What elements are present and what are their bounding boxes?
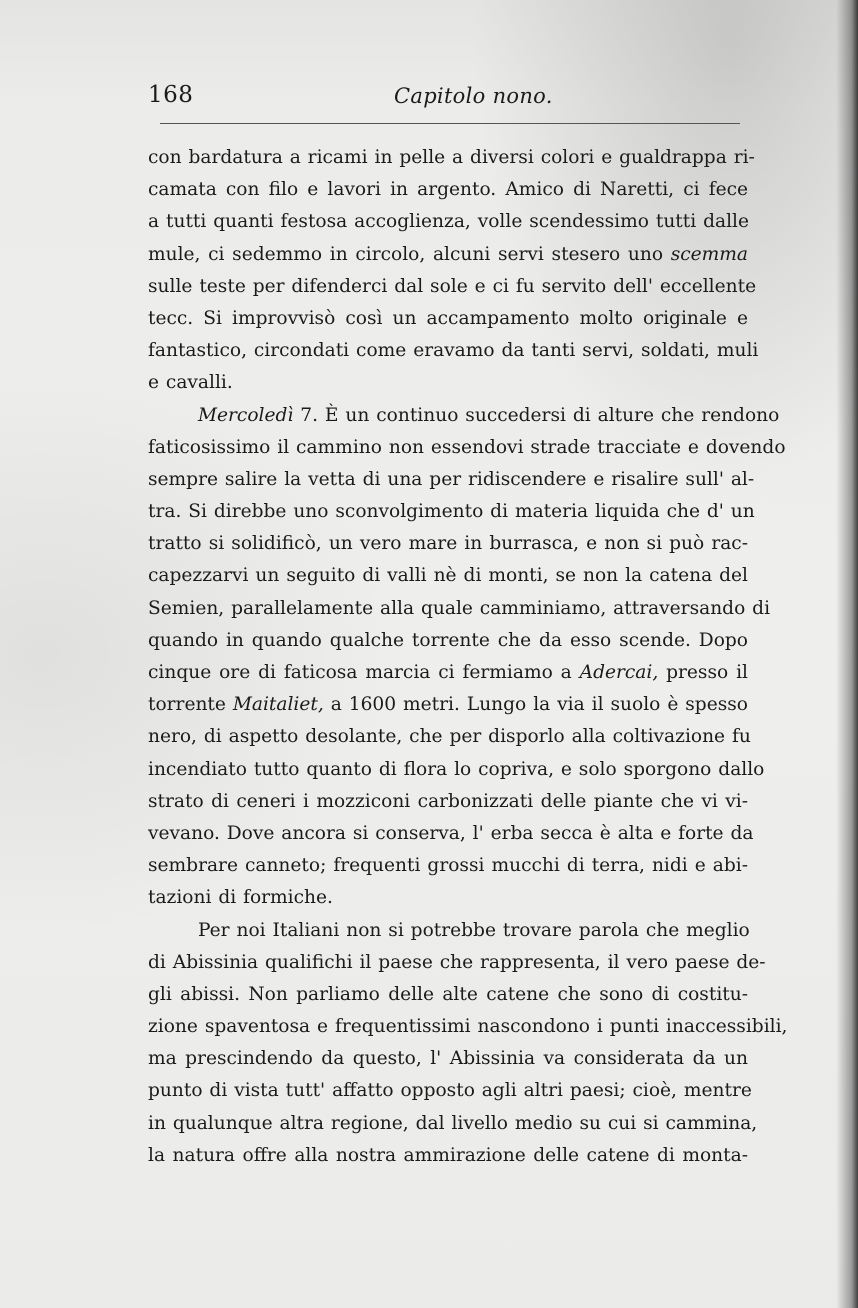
text-line: tazioni di formiche. <box>148 887 333 909</box>
text-line: tecc. Si improvvisò così un accampamento molto originale e <box>148 307 748 329</box>
text-line: faticosissimo il cammino non essendovi strade tracciate e dovendo <box>148 436 786 458</box>
text-line <box>148 239 748 271</box>
text-line: camata con filo e lavori in argento. Amico di Naretti, ci fece <box>148 179 748 201</box>
text-line: la natura offre alla nostra ammirazione delle catene di monta- <box>148 1144 748 1166</box>
text-line: punto di vista tutt' affatto opposto agli altri paesi; cioè, mentre <box>148 1080 752 1102</box>
page-edge-shadow <box>836 0 858 1308</box>
text-line: strato di ceneri i mozziconi carbonizzati delle piante che vi vi- <box>148 790 748 812</box>
body-text <box>148 142 788 1172</box>
text-line: quando in quando qualche torrente che da esso scende. Dopo <box>148 629 748 651</box>
text-line: gli abissi. Non parliamo delle alte catene che sono di costitu- <box>148 983 748 1005</box>
text-line: vevano. Dove ancora si conserva, l' erba secca è alta e forte da <box>148 822 754 844</box>
text-line: fantastico, circondati come eravamo da tanti servi, soldati, muli <box>148 340 759 362</box>
text-run: torrente <box>148 694 233 716</box>
page-number: 168 <box>148 82 194 108</box>
text-line: di Abissinia qualifichi il paese che rappresenta, il vero paese de- <box>148 951 766 973</box>
text-line: sempre salire la vetta di una per ridiscendere e risalire sull' al- <box>148 468 755 490</box>
text-line: ma prescindendo da questo, l' Abissinia va considerata da un <box>148 1048 748 1070</box>
text-line <box>148 657 748 689</box>
text-line <box>148 400 780 432</box>
text-line: nero, di aspetto desolante, che per disporlo alla coltivazione fu <box>148 726 751 748</box>
text-line: in qualunque altra regione, dal livello medio su cui si cammina, <box>148 1112 758 1134</box>
text-line: capezzarvi un seguito di valli nè di monti, se non la catena del <box>148 565 748 587</box>
text-line: e cavalli. <box>148 372 233 394</box>
text-run: presso il <box>658 662 748 683</box>
text-line: sembrare canneto; frequenti grossi mucchi di terra, nidi e abi- <box>148 855 748 877</box>
text-line <box>148 689 748 721</box>
text-line: tratto si solidificò, un vero mare in burrasca, e non si può rac- <box>148 533 748 555</box>
text-run: a 1600 metri. Lungo la via il suolo è spesso <box>323 694 748 716</box>
running-head: Capitolo nono. <box>394 84 553 108</box>
text-run: cinque ore di faticosa marcia ci fermiamo a <box>148 662 580 683</box>
italic-term: Mercoledì <box>198 404 294 426</box>
text-line: tra. Si direbbe uno sconvolgimento di materia liquida che d' un <box>148 501 755 523</box>
text-line: Semien, parallelamente alla quale camminiamo, attraversando di <box>148 597 771 619</box>
page-header <box>148 82 740 116</box>
text-line: zione spaventosa e frequentissimi nascondono i punti inaccessibili, <box>148 1016 788 1038</box>
header-rule <box>160 123 740 124</box>
italic-term: Adercai, <box>579 662 659 683</box>
text-line: Per noi Italiani non si potrebbe trovare parola che meglio <box>198 919 750 941</box>
text-line: incendiato tutto quanto di flora lo copriva, e solo sporgono dallo <box>148 758 765 780</box>
text-run: mule, ci sedemmo in circolo, alcuni servi stesero uno <box>148 243 671 265</box>
italic-term: scemma <box>670 243 748 265</box>
text-run: 7. È un continuo succedersi di alture che rendono <box>293 404 780 426</box>
text-line: con bardatura a ricami in pelle a diversi colori e gualdrappa ri- <box>148 147 755 168</box>
text-line: sulle teste per difenderci dal sole e ci fu servito dell' eccellente <box>148 275 757 297</box>
italic-term: Maitaliet, <box>232 694 324 716</box>
text-line: a tutti quanti festosa accoglienza, volle scendessimo tutti dalle <box>148 211 749 233</box>
